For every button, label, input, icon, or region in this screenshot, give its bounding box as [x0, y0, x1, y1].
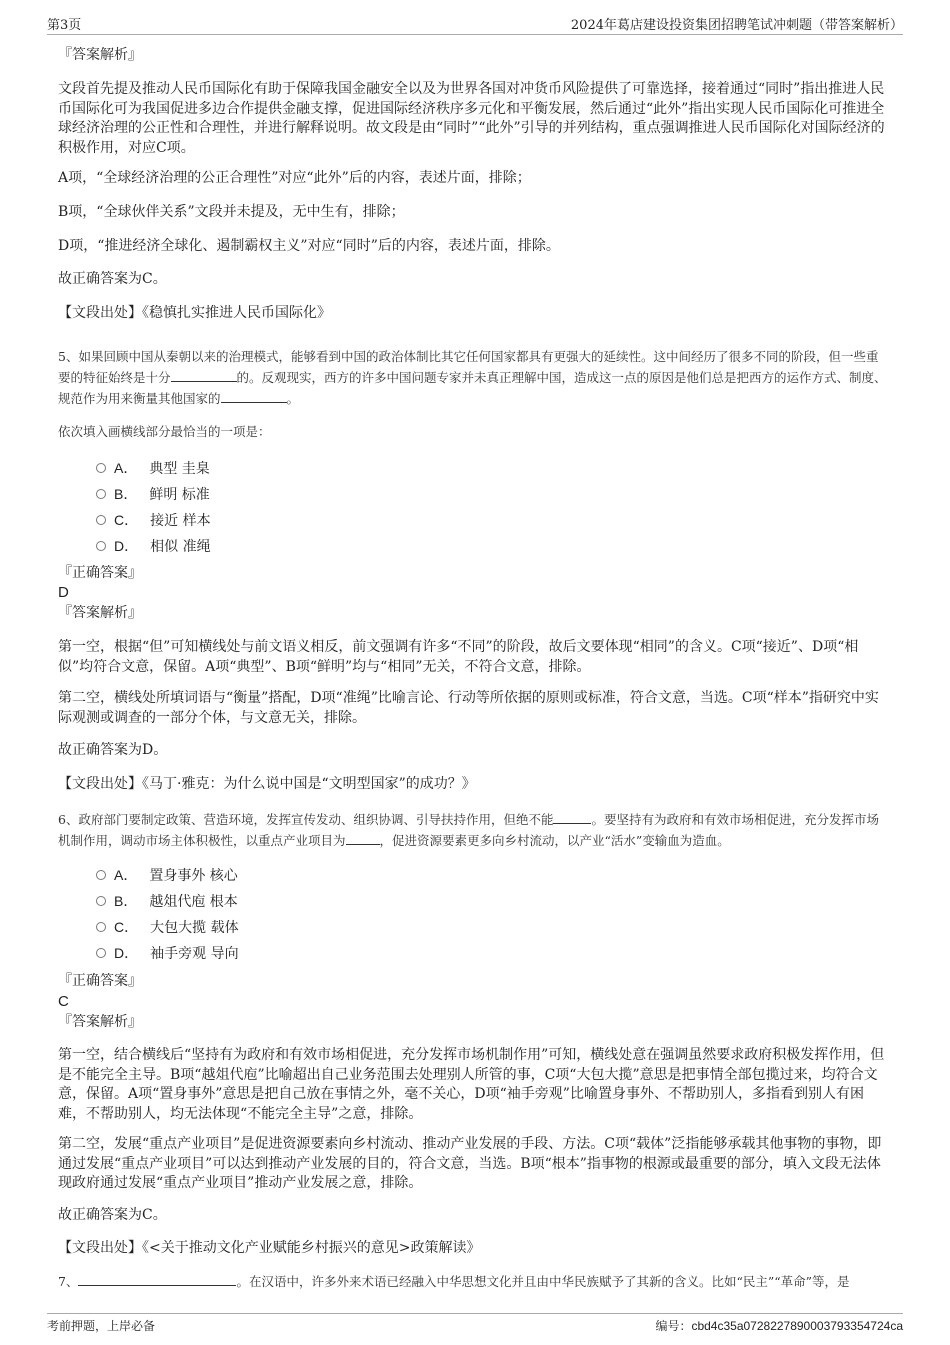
- blank-1[interactable]: [171, 368, 237, 382]
- page-header: [47, 14, 903, 35]
- blank-2[interactable]: [221, 389, 287, 403]
- q5-option-c[interactable]: C． 接近 样本: [96, 510, 211, 530]
- q5-analysis-para1: 第一空，根据“但”可知横线处与前文语义相反，前文强调有许多“不同”的阶段，故后文要体现“相同”的含义。C项“接近”、D项“相似”均符合文意，保留。A项“典型”、B项“鲜明”均与“相同”无关，不符合文意，排除。: [58, 639, 859, 675]
- question-6-text: 6、政府部门要制定政策、营造环境，发挥宣传发动、组织协调、引导扶持作用，但绝不能 。要坚持有为政府和有效市场相促进，充分发挥市场机制作用，调动市场主体积极性，以重点产业项目为 ，促进资源要素更多向乡村流动，以产业“活水”变输血为造血。: [58, 812, 879, 848]
- radio-icon[interactable]: [96, 948, 106, 958]
- page-footer: [47, 1313, 903, 1336]
- q6-correct-answer: C: [58, 993, 69, 1010]
- q6-analysis-para2: 第二空，发展“重点产业项目”是促进资源要素向乡村流动、推动产业发展的手段、方法。C项“载体”泛指能够承载其他事物的事物，即通过发展“重点产业项目”可以达到推动产业发展的目的，符合文意，当选。B项“根本”指事物的根源或最重要的部分，填入文段无法体现政府通过发展“重点产业项目”推动产业发展之意，排除。: [58, 1136, 882, 1191]
- question-5-prompt: 依次填入画横线部分最恰当的一项是：: [58, 424, 271, 439]
- q5-option-d[interactable]: D． 相似 准绳: [96, 536, 211, 556]
- document-code: 编号：cbd4c35a072822789000379335​4724ca: [655, 1319, 903, 1333]
- q5-correct-answer: D: [58, 584, 69, 601]
- q6-correct-label: 『正确答案』: [58, 973, 142, 989]
- q5-correct-label: 『正确答案』: [58, 565, 142, 581]
- blank-1[interactable]: [78, 1272, 236, 1286]
- q4-option-b-note: B项，“全球伙伴关系”文段并未提及，无中生有，排除；: [58, 204, 405, 220]
- q5-analysis-label: 『答案解析』: [58, 605, 142, 621]
- radio-icon[interactable]: [96, 870, 106, 880]
- blank-1[interactable]: [553, 810, 591, 824]
- q6-option-c[interactable]: C． 大包大揽 载体: [96, 917, 239, 937]
- q5-analysis-para2: 第二空，横线处所填词语与“衡量”搭配，D项“准绳”比喻言论、行动等所依据的原则或标准，符合文意，当选。C项“样本”指研究中实际观测或调查的一部分个体，与文意无关，排除。: [58, 690, 879, 726]
- q6-option-b[interactable]: B． 越俎代庖 根本: [96, 891, 238, 911]
- q6-analysis-label: 『答案解析』: [58, 1014, 142, 1030]
- footer-slogan: 考前押题，上岸必备: [47, 1319, 156, 1333]
- radio-icon[interactable]: [96, 489, 106, 499]
- q5-conclusion: 故正确答案为D。: [58, 742, 168, 758]
- radio-icon[interactable]: [96, 896, 106, 906]
- q5-option-b[interactable]: B． 鲜明 标准: [96, 484, 210, 504]
- page-number: 第3页: [47, 18, 82, 33]
- q5-option-a[interactable]: A． 典型 圭臬: [96, 458, 210, 478]
- q4-source: 【文段出处】《稳慎扎实推进人民币国际化》: [58, 305, 331, 321]
- question-7-text: 7、 。在汉语中，许多外来术语已经融入中华思想文化并且由中华民族赋予了其新的含义。比如“民主”“革命”等，是: [58, 1274, 850, 1289]
- q4-option-d-note: D项，“推进经济全球化、遏制霸权主义”对应“同时”后的内容，表述片面，排除。: [58, 238, 560, 254]
- q6-option-d[interactable]: D． 袖手旁观 导向: [96, 943, 239, 963]
- q4-conclusion: 故正确答案为C。: [58, 271, 167, 287]
- q4-option-a-note: A项，“全球经济治理的公正合理性”对应“此外”后的内容，表述片面，排除；: [58, 170, 531, 186]
- q6-source: 【文段出处】《<关于推动文化产业赋能乡村振兴的意见>政策解读》: [58, 1240, 481, 1256]
- q6-conclusion: 故正确答案为C。: [58, 1207, 167, 1223]
- q6-option-a[interactable]: A． 置身事外 核心: [96, 865, 238, 885]
- q4-analysis: 文段首先提及推动人民币国际化有助于保障我国金融安全以及为世界各国对冲货币风险提供了可靠选择，接着通过“同时”指出推进人民币国际化可为我国促进多边合作提供金融支撑，促进国际经济秩序多元化和平衡发展，然后通过“此外”指出实现人民币国际化可推进全球经济治理的公正性和合理性，并进行解释说明。故文段是由“同时”“此外”引导的并列结构，重点强调推进人民币国际化对国际经济的积极作用，对应C项。: [58, 81, 885, 156]
- radio-icon[interactable]: [96, 515, 106, 525]
- radio-icon[interactable]: [96, 541, 106, 551]
- radio-icon[interactable]: [96, 922, 106, 932]
- document-title: 2024年葛店建设投资集团招聘笔试冲刺题（带答案解析）: [570, 18, 903, 33]
- q6-analysis-para1: 第一空，结合横线后“坚持有为政府和有效市场相促进，充分发挥市场机制作用”可知，横线处意在强调虽然要求政府积极发挥作用，但是不能完全主导。B项“越俎代庖”比喻超出自己业务范围去处理别人所管的事，C项“大包大揽”意思是把事情全部包揽过来，均符合文意，保留。A项“置身事外”意思是把自己放在事情之外，毫不关心，D项“袖手旁观”比喻置身事外、不帮助别人，多指看到别人有困难，不帮助别人，均无法体现“不能完全主导”之意，排除。: [58, 1047, 885, 1122]
- blank-2[interactable]: [346, 831, 380, 845]
- q5-source: 【文段出处】《马丁·雅克：为什么说中国是“文明型国家”的成功？》: [58, 776, 476, 792]
- radio-icon[interactable]: [96, 463, 106, 473]
- question-5-text: 5、如果回顾中国从秦朝以来的治理模式，能够看到中国的政治体制比其它任何国家都具有更强大的延续性。这中间经历了很多不同的阶段，但一些重要的特征始终是十分 的。反观现实，西方的许多中国问题专家并未真正理解中国，造成这一点的原因是他们总是把西方的运作方式、制度、规范作为用来衡量其他国家的 。: [58, 349, 887, 406]
- q4-analysis-label: 『答案解析』: [58, 47, 142, 63]
